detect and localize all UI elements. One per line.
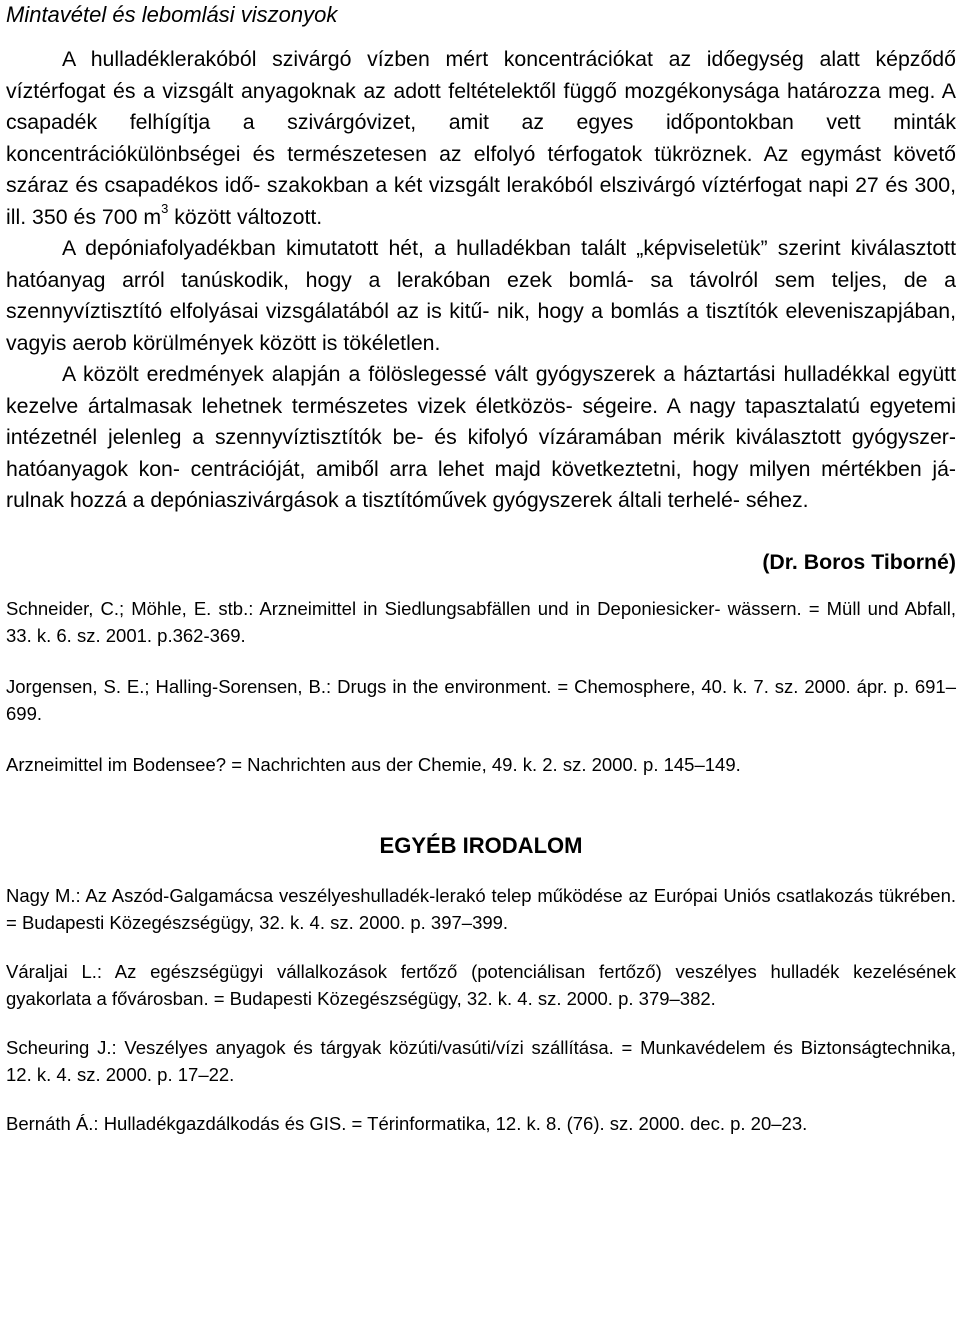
document-page <box>6 0 956 1137</box>
paragraph-3-text: A közölt eredmények alapján a fölöslegessé vált gyógyszerek a háztartási hulladékkal együtt kezelve ártalmasak lehetnek természetes vizek életközös- ségeire. A nagy tapasztalatú egyetemi intézetnél jelenleg a szennyvíztisztítók be- és kifolyó vízáramában mérik kiválasztott gyógyszer-hatóanyagok kon- centrációját, amiből arra lehet majd következtetni, hogy milyen mértékben já- rulnak hozzá a depóniaszivárgások a tisztítóművek gyógyszerek általi terhelé- séhez. <box>6 362 956 512</box>
section-title: Mintavétel és lebomlási viszonyok <box>6 2 338 27</box>
reference-item: Arzneimittel im Bodensee? = Nachrichten aus der Chemie, 49. k. 2. sz. 2000. p. 145–149. <box>6 753 741 775</box>
paragraph-2-text: A depóniafolyadékban kimutatott hét, a hulladékban talált „képviseletük” szerint kiválasztott hatóanyag arról tanúskodik, hogy a lerakóban ezek bomlá- sa távolról sem teljes, de a szennyvíztisztító elfolyásai vizsgálatából az is kitű- nik, hogy a bomlás a tisztítók eleveniszapjában, vagyis aerob körülmények között is tökéletlen. <box>6 236 956 355</box>
paragraph-3 <box>6 359 956 517</box>
reference-item: Schneider, C.; Möhle, E. stb.: Arzneimittel in Siedlungsabfällen und in Deponiesicker- wässern. = Müll und Abfall, 33. k. 6. sz. 2001. p.362-369. <box>6 597 956 646</box>
other-reference-item: Nagy M.: Az Aszód-Galgamácsa veszélyeshulladék-lerakó telep működése az Európai Uniós csatlakozás tükrében. = Budapesti Közegészségügy, 32. k. 4. sz. 2000. p. 397–399. <box>6 884 956 933</box>
author-signature: (Dr. Boros Tiborné) <box>762 549 956 574</box>
paragraph-1 <box>6 44 956 233</box>
paragraph-2 <box>6 233 956 359</box>
other-reference-item: Bernáth Á.: Hulladékgazdálkodás és GIS. = Térinformatika, 12. k. 8. (76). sz. 2000. dec. p. 20–23. <box>6 1112 808 1134</box>
paragraph-1-tail: között változott. <box>168 204 323 229</box>
other-reference-item: Váraljai L.: Az egészségügyi vállalkozások fertőző (potenciálisan fertőző) veszélyes hulladék kezelésének gyakorlata a fővárosban. = Budapesti Közegészségügy, 32. k. 4. sz. 2000. p. 379–382. <box>6 960 956 1009</box>
other-reference-item: Scheuring J.: Veszélyes anyagok és tárgyak közúti/vasúti/vízi szállítása. = Munkavédelem és Biztonságtechnika, 12. k. 4. sz. 2000. p. 17–22. <box>6 1036 956 1085</box>
cubic-superscript: 3 <box>161 201 169 217</box>
paragraph-1-text: A hulladéklerakóból szivárgó vízben mért koncentrációkat az időegység alatt képződő víztérfogat és a vizsgált anyagoknak az adott feltételektől függő mozgékonysága határozza meg. A csapadék felhígítja a szivárgóvizet, amit az egyes időpontokban vett minták koncentrációkülönbségei és természetesen az elfolyó térfogatok tükröznek. Az egymást követő száraz és csapadékos idő- szakokban a két vizsgált lerakóból elszivárgó víztérfogat napi 27 és 300, ill. 350 és 700 m <box>6 47 956 229</box>
other-literature-heading: EGYÉB IRODALOM <box>379 832 583 858</box>
reference-item: Jorgensen, S. E.; Halling-Sorensen, B.: Drugs in the environment. = Chemosphere, 40. k. 7. sz. 2000. ápr. p. 691–699. <box>6 675 956 724</box>
